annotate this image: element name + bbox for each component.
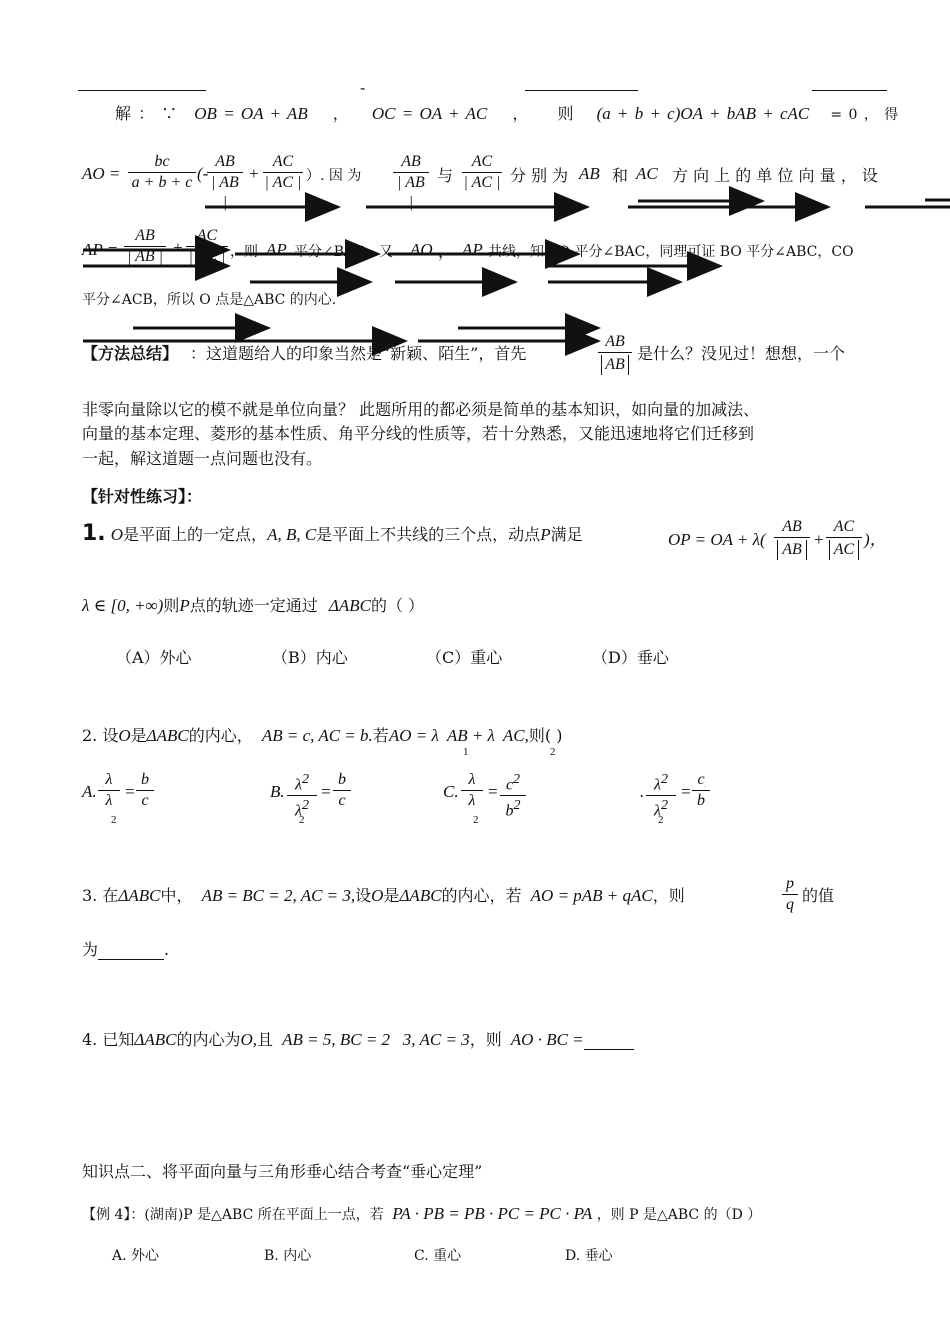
solution-line-1: 解 ： ∵ OB = OA + AB ， OC = OA + AC ， 则 (a + b + c)OA + bAB + cAC = 0 ， 得 [115,104,899,123]
q2-sub-1: 1 [463,746,469,758]
frac-ac-unit-2: $\frac{AC}{| AC |}$ [463,153,501,191]
method-heading: 【方法总结】 [82,344,179,363]
eq-sum: (a + b + c)OA + bAB + cAC [596,104,810,123]
q1-frac-ac: $\frac{AC}{AC}$ [826,517,862,560]
q2-opt-b-label: B. [270,782,285,801]
q2-opt-d-frac-left: $\frac{\lambda^2}{\lambda^2}$ [646,770,676,822]
eq-ob: OB = OA + AB [194,104,308,123]
ap-lhs: AP = [82,240,119,259]
frac-unit-vector: $\frac{AB}{AB}$ [598,332,632,375]
q2-opt-a-sub: 2 [111,814,117,826]
q3-answer-blank [98,941,164,960]
ao-lhs: AO = [82,164,121,183]
q2-sub-2: 2 [550,746,556,758]
q2-opt-c-sub: 2 [473,814,479,826]
q3-frac-pq: $\frac{p}{q}$ [782,874,798,915]
method-text-1-end: 是什么？没见过！想想，一个 [637,344,846,363]
ex4-option-c: C. 重心 [414,1248,462,1264]
line3-b: 平分∠BAC．又 [294,244,393,260]
q2-line: 2. 设O是ΔABC的内心， AB = c, AC = b.若AO = λ AB + λ AC,则( ) [82,726,563,745]
q2-opt-b-sub: 2 [299,814,305,826]
line3-a: ，则 [230,244,258,260]
q1-option-c: （C）重心 [426,648,503,667]
solution-label: 解 ： ∵ [115,104,178,123]
q2-opt-d-sub: 2 [658,814,664,826]
paren-open: (- [197,164,209,183]
vec-ac: AC [636,164,658,183]
frac-ab-unit-2: $\frac{AB}{| AB |}$ [393,152,429,213]
solution-line-4: 平分∠ACB，所以 O 点是△ABC 的内心. [82,292,337,308]
line3-c: 共线，知 AO 平分∠BAC，同理可证 BO 平分∠ABC，CO [488,244,854,260]
eq-tail: = 0 ， 得 [830,107,899,123]
section-2-title: 知识点二、将平面向量与三角形垂心结合考查“垂心定理” [82,1162,483,1181]
q1-close: )， [864,530,887,549]
vec-ab: AB [579,164,600,183]
comma: ， [438,242,455,261]
q1-eq: OP = OA + λ( [668,530,766,549]
q1-option-d: （D）垂心 [592,648,669,667]
vec-ao: AO [410,240,433,259]
q2-opt-c-eq: = [487,782,499,801]
line2-mid: ）. 因 为 [306,168,362,184]
example-4-line: 【例 4】：(湖南)P 是△ABC 所在平面上一点，若 PA · PB = PB · PC = PC · PA ，则 P 是△ABC 的（D ） [82,1204,762,1223]
frac-ab-unit: $\frac{AB}{| AB |}$ [207,152,243,213]
q2-opt-a-eq: = [124,782,136,801]
q2-opt-b-eq: = [320,782,332,801]
q2-opt-a-frac-left: $\frac{\lambda}{\lambda}$ [98,770,120,811]
plus: + [248,164,260,183]
q1-option-a: （A）外心 [116,648,192,667]
method-text-1: ：这道题给人的印象当然是“新颖、陌生”，首先 [190,344,527,363]
header-dash: - [360,78,366,97]
q2-opt-b-frac-right: $\frac{b}{c}$ [333,770,351,811]
q2-opt-c-frac-right: $\frac{c^2}{b^2}$ [500,770,526,822]
q2-opt-c-label: C. [443,782,459,801]
frac-ac-unit-3: $\frac{AC}{| AC |}$ [186,226,228,267]
q4-line: 4. 已知ΔABC的内心为O,且 AB = 5, BC = 2 3, AC = 3，则 AO · BC = [82,1030,634,1050]
then-text: 则 [557,104,574,123]
line2-tail: 分 别 为 [510,166,569,185]
frac-ab-unit-3: $\frac{AB}{| AB |}$ [124,226,166,267]
eq-oc: OC = OA + AC [371,104,488,123]
method-p3: 向量的基本定理、菱形的基本性质、角平分线的性质等，若十分熟悉，又能迅速地将它们迁移到 [82,424,755,443]
and-text: 与 [437,166,454,185]
q1-plus: + [813,530,825,549]
ex4-option-a: A. 外心 [112,1248,160,1264]
q2-opt-c-frac-left: $\frac{\lambda}{\lambda}$ [461,770,483,811]
q3-text-value: 的值 [802,886,835,905]
q3-line-1: 3. 在ΔABC中， AB = BC = 2, AC = 3,设O是ΔABC的内心，若 AO = pAB + qAC，则 [82,886,685,905]
frac-bc: $\frac{bc}{a + b + c}$ [128,152,196,193]
q2-opt-a-label: A. [82,782,97,801]
line2-tail2: 方 向 上 的 单 位 向 量 ， 设 [672,166,878,185]
vec-ap: AP [266,240,287,259]
q1-line-2: λ ∈ [0, +∞)则P点的轨迹一定通过 ΔABC的（ ） [82,596,425,615]
and2-text: 和 [612,166,629,185]
q2-opt-b-frac-left: $\frac{\lambda^2}{\lambda^2}$ [287,770,317,822]
q1-line-1: 1. O是平面上的一定点，A, B, C是平面上不共线的三个点，动点P满足 [82,521,583,546]
method-p4: 一起，解这道题一点问题也没有。 [82,449,323,468]
vec-ap-2: AP [462,240,483,259]
q3-line-2: 为 . [82,940,170,959]
q2-opt-d-frac-right: $\frac{c}{b}$ [692,770,710,811]
q4-answer-blank [584,1031,634,1050]
q1-number: 1. [82,521,106,546]
frac-ac-unit: $\frac{AC}{| AC |}$ [264,153,302,191]
lambda-range: λ ∈ [0, +∞) [82,596,164,615]
q2-opt-a-frac-right: $\frac{b}{c}$ [136,770,154,811]
q2-opt-d-label: . [640,782,645,801]
q1-frac-ab: $\frac{AB}{AB}$ [774,517,810,560]
q2-opt-d-eq: = [680,782,692,801]
q1-option-b: （B）内心 [272,648,348,667]
plus-2: + [172,238,184,257]
practice-heading: 【针对性练习】： [82,487,203,506]
ex4-option-b: B. 内心 [264,1248,312,1264]
vector-arrows-overlay [0,0,950,400]
ex4-option-d: D. 垂心 [565,1248,613,1264]
method-p2: 非零向量除以它的模不就是单位向量？ 此题所用的都必须是简单的基本知识，如向量的加减法、 [82,400,760,419]
